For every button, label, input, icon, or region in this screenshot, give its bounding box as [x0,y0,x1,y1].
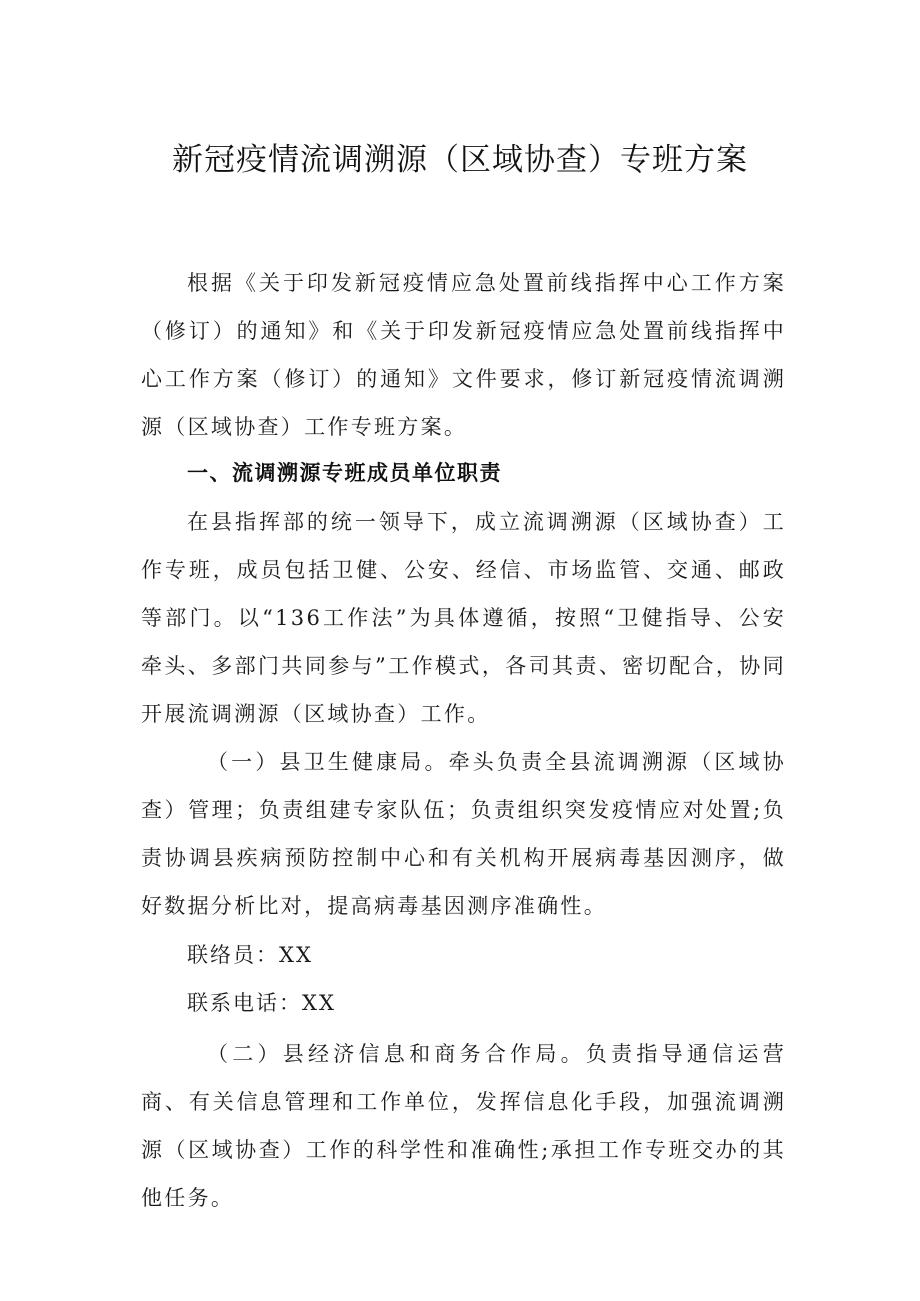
document-title: 新冠疫情流调溯源（区域协查）专班方案 [172,142,748,178]
section-1-paragraph: 在县指挥部的统一领导下，成立流调溯源（区域协查）工作专班，成员包括卫健、公安、经信、市场监管、交通、邮政等部门。以“136工作法”为具体遵循，按照“卫健指导、公安牵头、多部门共同参与”工作模式，各司其责、密切配合，协同开展流调溯源（区域协查）工作。 [141,510,786,726]
item-2-paragraph: （二）县经济信息和商务合作局。负责指导通信运营商、有关信息管理和工作单位，发挥信息化手段，加强流调溯源（区域协查）工作的科学性和准确性;承担工作专班交办的其他任务。 [141,1042,786,1210]
intro-paragraph: 根据《关于印发新冠疫情应急处置前线指挥中心工作方案（修订）的通知》和《关于印发新冠疫情应急处置前线指挥中心工作方案（修订）的通知》文件要求，修订新冠疫情流调溯源（区域协查）工作专班方案。 [141,271,786,439]
contact-person-line: 联络员：XX [187,943,313,967]
contact-phone-line: 联系电话：XX [187,991,336,1015]
section-heading-1: 一、流调溯源专班成员单位职责 [187,461,502,485]
item-1-paragraph: （一）县卫生健康局。牵头负责全县流调溯源（区域协查）管理；负责组建专家队伍；负责组织突发疫情应对处置;负责协调县疾病预防控制中心和有关机构开展病毒基因测序，做好数据分析比对，提高病毒基因测序准确性。 [141,750,786,918]
